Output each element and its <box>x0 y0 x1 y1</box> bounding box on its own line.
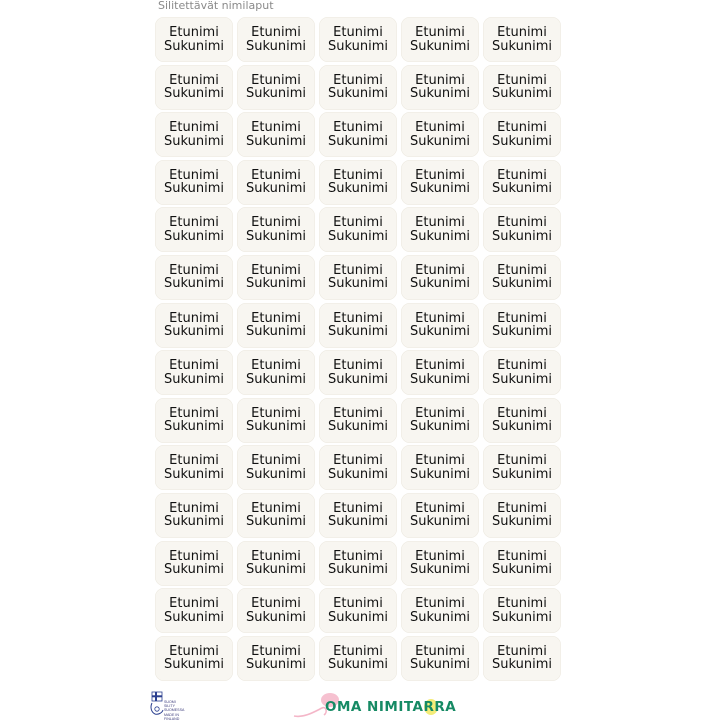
name-label[interactable] <box>319 636 397 681</box>
badge-text <box>164 700 194 721</box>
last-name-text: Sukunimi <box>164 228 224 244</box>
last-name-text: Sukunimi <box>410 466 470 482</box>
last-name-text: Sukunimi <box>492 657 552 673</box>
name-label[interactable] <box>319 207 397 252</box>
first-name-text: Etunimi <box>415 405 465 421</box>
last-name-text: Sukunimi <box>492 514 552 530</box>
last-name-text: Sukunimi <box>410 276 470 292</box>
name-label[interactable] <box>401 636 479 681</box>
name-label[interactable] <box>319 160 397 205</box>
last-name-text: Sukunimi <box>164 371 224 387</box>
last-name-text: Sukunimi <box>492 133 552 149</box>
first-name-text: Etunimi <box>333 167 383 183</box>
first-name-text: Etunimi <box>251 310 301 326</box>
last-name-text: Sukunimi <box>492 276 552 292</box>
first-name-text: Etunimi <box>497 548 547 564</box>
first-name-text: Etunimi <box>333 262 383 278</box>
last-name-text: Sukunimi <box>410 419 470 435</box>
name-label[interactable] <box>401 445 479 490</box>
first-name-text: Etunimi <box>333 25 383 40</box>
name-label[interactable] <box>483 303 561 348</box>
name-label[interactable] <box>155 65 233 110</box>
last-name-text: Sukunimi <box>410 562 470 578</box>
name-label[interactable] <box>155 588 233 633</box>
last-name-text: Sukunimi <box>246 181 306 197</box>
last-name-text: Sukunimi <box>492 371 552 387</box>
last-name-text: Sukunimi <box>246 86 306 102</box>
first-name-text: Etunimi <box>169 596 219 612</box>
name-label[interactable] <box>483 17 561 62</box>
name-label[interactable] <box>237 445 315 490</box>
last-name-text: Sukunimi <box>410 324 470 340</box>
first-name-text: Etunimi <box>497 643 547 659</box>
first-name-text: Etunimi <box>251 262 301 278</box>
last-name-text: Sukunimi <box>164 324 224 340</box>
last-name-text: Sukunimi <box>410 133 470 149</box>
last-name-text: Sukunimi <box>164 514 224 530</box>
last-name-text: Sukunimi <box>164 133 224 149</box>
first-name-text: Etunimi <box>169 358 219 374</box>
last-name-text: Sukunimi <box>246 466 306 482</box>
first-name-text: Etunimi <box>415 120 465 136</box>
first-name-text: Etunimi <box>333 596 383 612</box>
brand-name: OMA NIMITARRA <box>325 699 457 715</box>
name-label[interactable] <box>155 112 233 157</box>
last-name-text: Sukunimi <box>328 228 388 244</box>
name-label[interactable] <box>483 398 561 443</box>
first-name-text: Etunimi <box>169 120 219 136</box>
name-label[interactable] <box>237 255 315 300</box>
first-name-text: Etunimi <box>169 500 219 516</box>
first-name-text: Etunimi <box>251 500 301 516</box>
name-label[interactable] <box>237 17 315 62</box>
name-label[interactable] <box>483 65 561 110</box>
name-label[interactable] <box>401 255 479 300</box>
first-name-text: Etunimi <box>415 358 465 374</box>
last-name-text: Sukunimi <box>492 86 552 102</box>
last-name-text: Sukunimi <box>246 276 306 292</box>
first-name-text: Etunimi <box>497 310 547 326</box>
first-name-text: Etunimi <box>333 643 383 659</box>
name-label[interactable] <box>155 398 233 443</box>
last-name-text: Sukunimi <box>164 419 224 435</box>
name-label[interactable] <box>155 636 233 681</box>
name-label[interactable] <box>155 350 233 395</box>
name-label[interactable] <box>319 445 397 490</box>
first-name-text: Etunimi <box>169 453 219 469</box>
first-name-text: Etunimi <box>251 453 301 469</box>
name-label[interactable] <box>237 588 315 633</box>
name-label[interactable] <box>237 541 315 586</box>
name-label[interactable] <box>155 541 233 586</box>
first-name-text: Etunimi <box>415 262 465 278</box>
name-label[interactable] <box>237 160 315 205</box>
name-label[interactable] <box>319 541 397 586</box>
name-label[interactable] <box>483 112 561 157</box>
name-label[interactable] <box>401 398 479 443</box>
first-name-text: Etunimi <box>497 120 547 136</box>
last-name-text: Sukunimi <box>328 371 388 387</box>
first-name-text: Etunimi <box>415 643 465 659</box>
name-label[interactable] <box>483 588 561 633</box>
last-name-text: Sukunimi <box>246 228 306 244</box>
first-name-text: Etunimi <box>333 215 383 231</box>
first-name-text: Etunimi <box>497 405 547 421</box>
first-name-text: Etunimi <box>251 548 301 564</box>
first-name-text: Etunimi <box>497 500 547 516</box>
last-name-text: Sukunimi <box>410 371 470 387</box>
name-label[interactable] <box>319 398 397 443</box>
last-name-text: Sukunimi <box>328 133 388 149</box>
name-label[interactable] <box>483 636 561 681</box>
first-name-text: Etunimi <box>415 310 465 326</box>
last-name-text: Sukunimi <box>246 324 306 340</box>
name-label[interactable] <box>237 398 315 443</box>
first-name-text: Etunimi <box>497 453 547 469</box>
first-name-text: Etunimi <box>415 167 465 183</box>
first-name-text: Etunimi <box>415 453 465 469</box>
last-name-text: Sukunimi <box>492 419 552 435</box>
first-name-text: Etunimi <box>497 25 547 40</box>
last-name-text: Sukunimi <box>328 562 388 578</box>
name-label[interactable] <box>483 350 561 395</box>
first-name-text: Etunimi <box>251 167 301 183</box>
last-name-text: Sukunimi <box>492 181 552 197</box>
last-name-text: Sukunimi <box>246 371 306 387</box>
name-label[interactable] <box>401 65 479 110</box>
name-label[interactable] <box>237 65 315 110</box>
name-label[interactable] <box>155 493 233 538</box>
name-label[interactable] <box>483 207 561 252</box>
first-name-text: Etunimi <box>415 548 465 564</box>
first-name-text: Etunimi <box>251 358 301 374</box>
last-name-text: Sukunimi <box>164 466 224 482</box>
name-label[interactable] <box>155 207 233 252</box>
last-name-text: Sukunimi <box>246 562 306 578</box>
last-name-text: Sukunimi <box>328 181 388 197</box>
last-name-text: Sukunimi <box>164 38 224 54</box>
first-name-text: Etunimi <box>333 548 383 564</box>
last-name-text: Sukunimi <box>246 609 306 625</box>
name-label[interactable] <box>319 350 397 395</box>
badge-line-1: SUOMI <box>164 700 176 704</box>
last-name-text: Sukunimi <box>492 38 552 54</box>
name-label-grid <box>155 17 561 681</box>
last-name-text: Sukunimi <box>492 228 552 244</box>
name-label[interactable] <box>319 303 397 348</box>
name-label[interactable] <box>401 493 479 538</box>
first-name-text: Etunimi <box>251 120 301 136</box>
last-name-text: Sukunimi <box>328 324 388 340</box>
last-name-text: Sukunimi <box>328 657 388 673</box>
name-label[interactable] <box>155 160 233 205</box>
name-label[interactable] <box>401 541 479 586</box>
first-name-text: Etunimi <box>333 120 383 136</box>
last-name-text: Sukunimi <box>246 38 306 54</box>
first-name-text: Etunimi <box>333 310 383 326</box>
last-name-text: Sukunimi <box>410 514 470 530</box>
first-name-text: Etunimi <box>333 453 383 469</box>
name-label[interactable] <box>237 303 315 348</box>
first-name-text: Etunimi <box>497 215 547 231</box>
name-label[interactable] <box>319 65 397 110</box>
name-label[interactable] <box>401 207 479 252</box>
last-name-text: Sukunimi <box>328 514 388 530</box>
first-name-text: Etunimi <box>415 215 465 231</box>
last-name-text: Sukunimi <box>164 181 224 197</box>
first-name-text: Etunimi <box>169 72 219 88</box>
name-label[interactable] <box>401 303 479 348</box>
first-name-text: Etunimi <box>497 167 547 183</box>
last-name-text: Sukunimi <box>164 609 224 625</box>
first-name-text: Etunimi <box>251 596 301 612</box>
first-name-text: Etunimi <box>169 167 219 183</box>
last-name-text: Sukunimi <box>246 419 306 435</box>
badge-line-2: SILITY SUOMESSA <box>164 704 185 713</box>
name-label[interactable] <box>401 17 479 62</box>
name-label[interactable] <box>155 303 233 348</box>
last-name-text: Sukunimi <box>164 657 224 673</box>
last-name-text: Sukunimi <box>492 324 552 340</box>
last-name-text: Sukunimi <box>492 466 552 482</box>
name-label[interactable] <box>319 493 397 538</box>
last-name-text: Sukunimi <box>246 657 306 673</box>
last-name-text: Sukunimi <box>410 38 470 54</box>
name-label[interactable] <box>237 493 315 538</box>
last-name-text: Sukunimi <box>410 609 470 625</box>
name-label[interactable] <box>155 445 233 490</box>
last-name-text: Sukunimi <box>328 609 388 625</box>
name-label[interactable] <box>483 541 561 586</box>
first-name-text: Etunimi <box>497 262 547 278</box>
name-label[interactable] <box>237 207 315 252</box>
last-name-text: Sukunimi <box>410 228 470 244</box>
first-name-text: Etunimi <box>251 643 301 659</box>
name-label[interactable] <box>483 160 561 205</box>
name-label[interactable] <box>401 350 479 395</box>
sheet-title: Silitettävät nimilaput <box>158 0 274 12</box>
last-name-text: Sukunimi <box>410 657 470 673</box>
name-label[interactable] <box>483 255 561 300</box>
badge-line-3: MADE IN FINLAND <box>164 712 180 721</box>
name-label[interactable] <box>483 445 561 490</box>
name-label[interactable] <box>319 588 397 633</box>
first-name-text: Etunimi <box>169 310 219 326</box>
first-name-text: Etunimi <box>169 548 219 564</box>
last-name-text: Sukunimi <box>246 133 306 149</box>
first-name-text: Etunimi <box>251 25 301 40</box>
first-name-text: Etunimi <box>333 72 383 88</box>
last-name-text: Sukunimi <box>164 562 224 578</box>
first-name-text: Etunimi <box>415 500 465 516</box>
name-label[interactable] <box>401 160 479 205</box>
last-name-text: Sukunimi <box>164 276 224 292</box>
name-label[interactable] <box>155 255 233 300</box>
first-name-text: Etunimi <box>169 405 219 421</box>
first-name-text: Etunimi <box>169 215 219 231</box>
name-label[interactable] <box>319 17 397 62</box>
name-label[interactable] <box>155 17 233 62</box>
first-name-text: Etunimi <box>333 405 383 421</box>
first-name-text: Etunimi <box>415 72 465 88</box>
name-label[interactable] <box>237 636 315 681</box>
last-name-text: Sukunimi <box>328 276 388 292</box>
first-name-text: Etunimi <box>251 215 301 231</box>
first-name-text: Etunimi <box>169 643 219 659</box>
last-name-text: Sukunimi <box>492 562 552 578</box>
last-name-text: Sukunimi <box>410 86 470 102</box>
first-name-text: Etunimi <box>497 596 547 612</box>
name-label[interactable] <box>237 350 315 395</box>
first-name-text: Etunimi <box>415 596 465 612</box>
name-label[interactable] <box>237 112 315 157</box>
first-name-text: Etunimi <box>415 25 465 40</box>
last-name-text: Sukunimi <box>164 86 224 102</box>
last-name-text: Sukunimi <box>328 419 388 435</box>
name-label[interactable] <box>319 112 397 157</box>
first-name-text: Etunimi <box>251 72 301 88</box>
first-name-text: Etunimi <box>497 72 547 88</box>
first-name-text: Etunimi <box>169 25 219 40</box>
last-name-text: Sukunimi <box>328 38 388 54</box>
first-name-text: Etunimi <box>333 500 383 516</box>
last-name-text: Sukunimi <box>410 181 470 197</box>
last-name-text: Sukunimi <box>492 609 552 625</box>
last-name-text: Sukunimi <box>246 514 306 530</box>
first-name-text: Etunimi <box>251 405 301 421</box>
name-label[interactable] <box>483 493 561 538</box>
last-name-text: Sukunimi <box>328 466 388 482</box>
last-name-text: Sukunimi <box>328 86 388 102</box>
name-label[interactable] <box>401 588 479 633</box>
first-name-text: Etunimi <box>169 262 219 278</box>
name-label[interactable] <box>401 112 479 157</box>
first-name-text: Etunimi <box>497 358 547 374</box>
first-name-text: Etunimi <box>333 358 383 374</box>
name-label[interactable] <box>319 255 397 300</box>
